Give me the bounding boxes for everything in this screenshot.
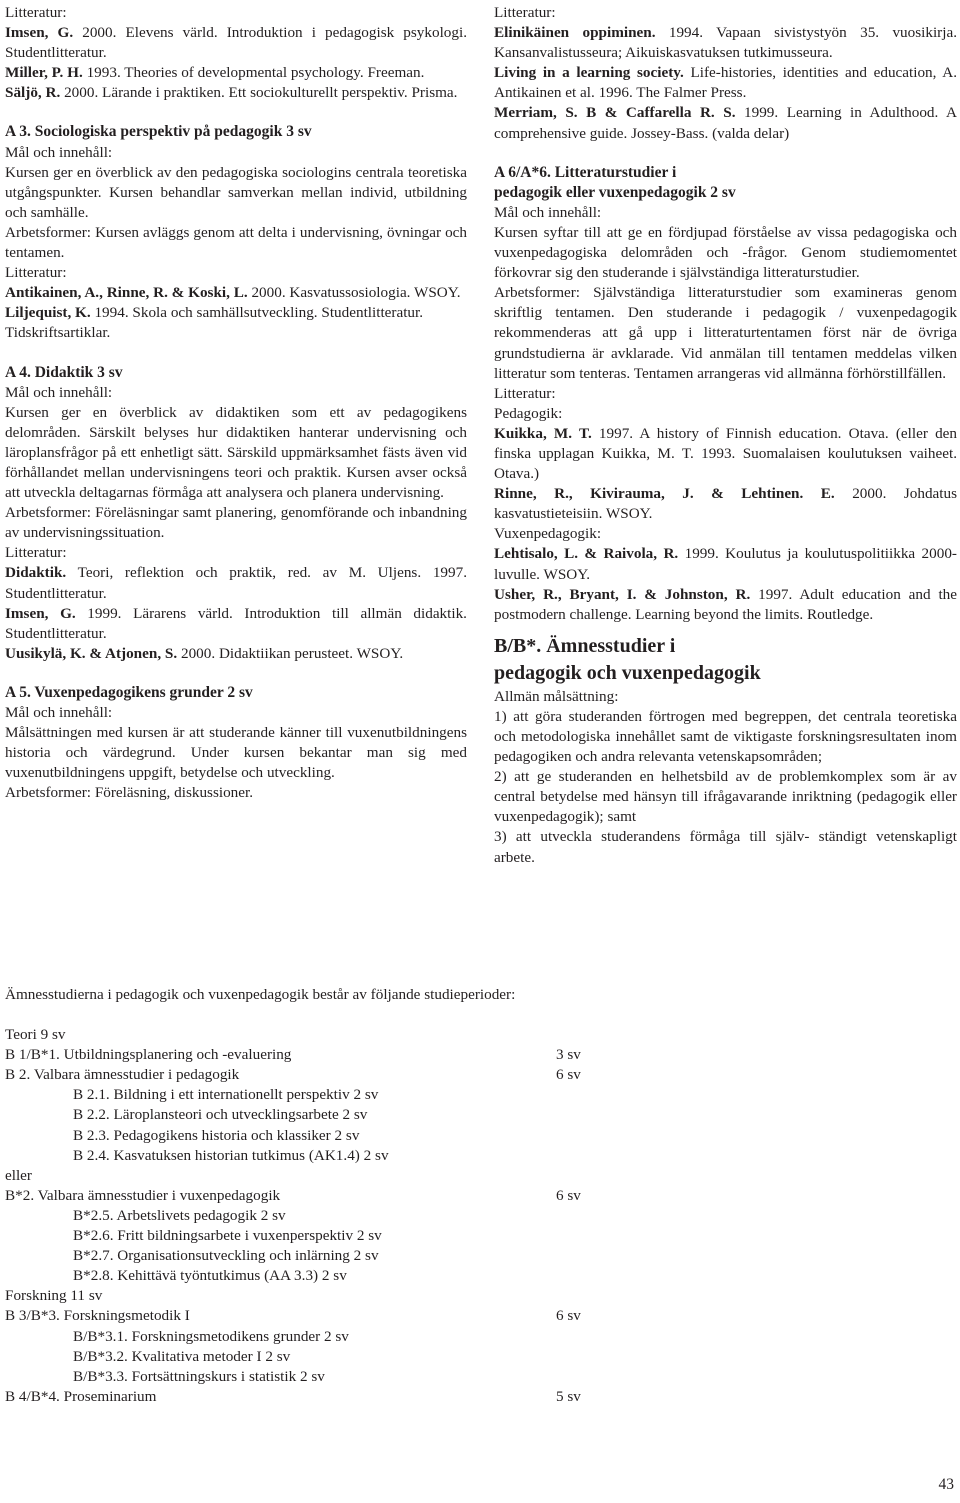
study-period-row [5,1186,955,1206]
goals-label: Mål och innehåll: [5,704,113,721]
study-periods-intro: Ämnesstudierna i pedagogik och vuxenpedagogik består av följande studieperioder: [5,986,516,1003]
study-period-row [5,1246,955,1266]
study-period-row [5,1226,955,1246]
course-heading-a4: A 4. Didaktik 3 sv [5,363,123,381]
study-period-row [5,1266,955,1286]
study-period-title: B*2.6. Fritt bildningsarbete i vuxenperspektiv 2 sv [73,1227,382,1245]
study-period-credits: 6 sv [556,1186,581,1204]
goal-item: 3) att utveckla studerandens förmåga till själv- ständigt vetenskapligt arbete. [494,828,957,866]
work-forms: Arbetsformer: Föreläsningar samt planering, genomförande och inbandning av undervisningssituation. [5,504,467,542]
reference: Miller, P. H. 1993. Theories of developmental psychology. Freeman. [5,64,425,82]
study-period-title: B*2.8. Kehittävä työntutkimus (AA 3.3) 2 sv [73,1267,347,1285]
page-number: 43 [938,1476,954,1493]
study-period-row [5,1146,955,1166]
pedagogy-label: Pedagogik: [494,404,563,422]
study-period-title: eller [5,1166,32,1184]
study-period-row [5,1065,955,1085]
reference: Uusikylä, K. & Atjonen, S. 2000. Didaktiikan perusteet. WSOY. [5,644,404,662]
goal-item: 1) att göra studeranden förtrogen med begreppen, det centrala teoretiska och metodologiska innehållet samt de viktigaste forskningsresultaten inom pedagogiken och andra relevanta vetenskapsområden; [494,707,957,766]
study-period-row [5,1387,955,1407]
study-period-title: B*2. Valbara ämnesstudier i vuxenpedagogik [5,1186,281,1204]
work-forms: Arbetsformer: Kursen avläggs genom att delta i undervisning, övningar och tentamen. [5,223,467,262]
study-period-title: B/B*3.3. Fortsättningskurs i statistik 2 sv [73,1367,325,1385]
reference: Imsen, G. 2000. Elevens värld. Introduktion i pedagogisk psykologi. Studentlitteratur. [5,24,467,62]
reference: Elinikäinen oppiminen. 1994. Vapaan sivistystyön 35. vuosikirja. Kansanvalistusseura; Aikuiskasvatuksen tutkimusseura. [494,24,957,62]
study-period-row [5,1306,955,1326]
reference: Imsen, G. 1999. Lärarens värld. Introduktion till allmän didaktik. Studentlitteratur. [5,604,467,642]
study-period-row [5,1126,955,1146]
study-period-row [5,1327,955,1347]
course-heading-a6-cont: pedagogik eller vuxenpedagogik 2 sv [494,183,736,201]
course-heading-a6: A 6/A*6. Litteraturstudier i [494,163,677,181]
goals-text: Kursen ger en överblick av den pedagogiska sociologins centrala teoretiska utgångspunkter. Kursen behandlar samverkan mellan individ, utbildning och samhälle. [5,163,467,221]
study-period-title: B/B*3.2. Kvalitativa metoder I 2 sv [73,1347,291,1365]
literature-label: Litteratur: [5,4,67,21]
goals-label: Mål och innehåll: [5,143,113,161]
section-heading-bb: B/B*. Ämnesstudier i [494,634,676,657]
study-period-title: Forskning 11 sv [5,1287,103,1305]
reference: Didaktik. Teori, reflektion och praktik, red. av M. Uljens. 1997. Studentlitteratur. [5,564,467,602]
study-period-row [5,1367,955,1387]
section-heading-bb-cont: pedagogik och vuxenpedagogik [494,661,761,684]
study-period-row [5,1105,955,1125]
adult-pedagogy-label: Vuxenpedagogik: [494,525,602,543]
study-period-title: B 2.1. Bildning i ett internationellt perspektiv 2 sv [73,1086,379,1104]
literature-label: Litteratur: [5,544,67,562]
literature-label: Litteratur: [494,384,556,402]
study-period-title: Teori 9 sv [5,1026,66,1044]
course-heading-a5: A 5. Vuxenpedagogikens grunder 2 sv [5,683,253,701]
goal-item: 2) att ge studeranden en helhetsbild av de problemkomplex som är av central betydelse med hänsyn till ifrågavarande inriktning (pedagogik eller vuxenpedagogik); samt [494,768,957,826]
literature-label: Litteratur: [494,4,556,21]
literature-label: Litteratur: [5,264,67,282]
study-period-title: B 2.4. Kasvatuksen historian tutkimus (AK1.4) 2 sv [73,1146,389,1164]
study-periods [5,985,955,1407]
study-period-title: B 2. Valbara ämnesstudier i pedagogik [5,1066,240,1084]
work-forms: Arbetsformer: Självständiga litteraturstudier som examineras genom skriftlig tentamen. Den studerande i pedagogik / vuxenpedagogik rekommenderas att gå upp i litteraturtentamen först när de övriga grundstudierna är avklarade. Vid anmälan till tentamen meddelas vilken litteratur som tenteras. Tentamen arrangeras vid allmänna förhörstillfällen. [494,284,957,382]
work-forms: Arbetsformer: Föreläsning, diskussioner. [5,784,254,802]
study-period-title: B/B*3.1. Forskningsmetodikens grunder 2 sv [73,1327,349,1345]
study-period-row [5,1045,955,1065]
course-heading-a3: A 3. Sociologiska perspektiv på pedagogik 3 sv [5,123,312,141]
general-goal-label: Allmän målsättning: [494,687,619,705]
study-period-row [5,1166,955,1186]
study-period-row [5,1206,955,1226]
study-period-credits: 6 sv [556,1307,581,1325]
reference: Usher, R., Bryant, I. & Johnston, R. 1997. Adult education and the postmodern challenge. Learning beyond the limits. Routledge. [494,585,958,623]
study-period-title: B*2.7. Organisationsutveckling och inlärning 2 sv [73,1247,379,1265]
study-period-title: B 3/B*3. Forskningsmetodik I [5,1307,190,1325]
study-period-row [5,1286,955,1306]
reference: Merriam, S. B & Caffarella R. S. 1999. Learning in Adulthood. A comprehensive guide. Jossey-Bass. (valda delar) [494,104,957,142]
reference: Lehtisalo, L. & Raivola, R. 1999. Koulutus ja koulutuspolitiikka 2000-luvulle. WSOY. [494,545,957,583]
right-column [494,3,957,868]
left-column [5,3,467,803]
study-period-title: B 4/B*4. Proseminarium [5,1387,157,1405]
goals-label: Mål och innehåll: [5,383,113,401]
goals-label: Mål och innehåll: [494,203,602,221]
study-period-credits: 5 sv [556,1387,581,1405]
study-period-row [5,1085,955,1105]
study-period-list [5,1025,955,1407]
study-period-row [5,1025,955,1045]
reference: Antikainen, A., Rinne, R. & Koski, L. 2000. Kasvatussosiologia. WSOY. [5,284,461,302]
reference: Tidskriftsartiklar. [5,324,111,342]
goals-text: Kursen syftar till att ge en fördjupad förståelse av vissa pedagogiska och vuxenpedagogiska delområden och -frågor. Genom studiemomentet förkovrar sig den studerande i självständiga litteraturstudier. [494,223,957,282]
reference: Kuikka, M. T. 1997. A history of Finnish education. Otava. (eller den finska upplagan Kuikka, M. T. 1993. Suomalaisen koulutuksen vaiheet. Otava.) [494,424,957,483]
study-period-title: B 2.2. Läroplansteori och utvecklingsarbete 2 sv [73,1106,368,1124]
reference: Säljö, R. 2000. Lärande i praktiken. Ett sociokulturellt perspektiv. Prisma. [5,84,458,102]
reference: Living in a learning society. Life-histories, identities and education, A. Antikainen et al. 1996. The Falmer Press. [494,64,958,102]
study-period-row [5,1347,955,1367]
reference: Rinne, R., Kivirauma, J. & Lehtinen. E. 2000. Johdatus kasvatustieteisiin. WSOY. [494,485,957,523]
study-period-credits: 6 sv [556,1066,581,1084]
goals-text: Målsättningen med kursen är att studerande känner till vuxenutbildningens historia och värdegrund. Under kursen bekantar man sig med vuxenutbildningens uppgift, betydelse och utveckling. [5,724,467,782]
study-period-title: B*2.5. Arbetslivets pedagogik 2 sv [73,1206,286,1224]
study-period-title: B 1/B*1. Utbildningsplanering och -evaluering [5,1046,292,1064]
goals-text: Kursen ger en överblick av didaktiken som ett av pedagogikens delområden. Särskilt belyses hur didaktiken hanterar undervisning och läroplansfrågor på ett enhetligt sätt. Särskild uppmärksamhet fästs även vid förhållandet mellan undervisningens teori och praktik. Kursen avser också att utveckla deltagarnas förmåga att analysera och planera undervisning. [5,403,467,502]
study-period-title: B 2.3. Pedagogikens historia och klassiker 2 sv [73,1126,360,1144]
reference: Liljequist, K. 1994. Skola och samhällsutveckling. Studentlitteratur. [5,304,424,322]
study-period-credits: 3 sv [556,1046,581,1064]
